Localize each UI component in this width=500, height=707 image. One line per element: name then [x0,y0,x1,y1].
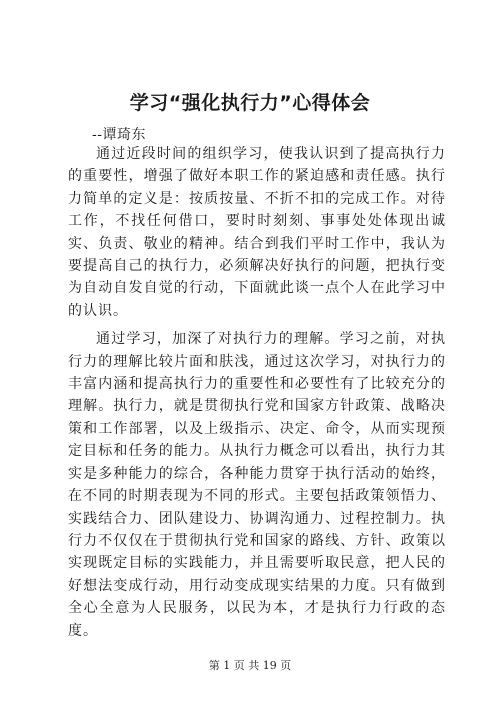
paragraph-1: 通过近段时间的组织学习，使我认识到了提高执行力的重要性，增强了做好本职工作的紧迫感和责任感。执行力简单的定义是：按质按量、不折不扣的完成工作。对待工作，不找任何借口，要时时刻刻、事事处处体现出诚实、负责、敬业的精神。结合到我们平时工作中，我认为要提高自己的执行力，必须解决好执行的问题，把执行变为自动自发自觉的行动，下面就此谈一点个人在此学习中的认识。 [68,146,446,319]
paragraph-2: 通过学习，加深了对执行力的理解。学习之前，对执行力的理解比较片面和肤浅，通过这次学习，对执行力的丰富内涵和提高执行力的重要性和必要性有了比较充分的理解。执行力，就是贯彻执行党和国家方针政策、战略决策和工作部署，以及上级指示、决定、命令，从而实现预定目标和任务的能力。从执行力概念可以看出，执行力其实是多种能力的综合，各种能力贯穿于执行活动的始终，在不同的时期表现为不同的形式。主要包括政策领悟力、实践结合力、团队建设力、协调沟通力、过程控制力。执行力不仅仅在于贯彻执行党和国家的路线、方针、政策以实现既定目标的实践能力，并且需要听取民意，把人民的好想法变成行动，用行动变成现实结果的力度。只有做到全心全意为人民服务，以民为本，才是执行力行政的态度。 [68,331,446,639]
document-author: --谭琦东 [92,127,146,143]
document-title: 学习“强化执行力”心得体会 [129,92,371,114]
page-number-footer: 第 1 页 共 19 页 [208,659,292,672]
document-body [68,143,446,642]
